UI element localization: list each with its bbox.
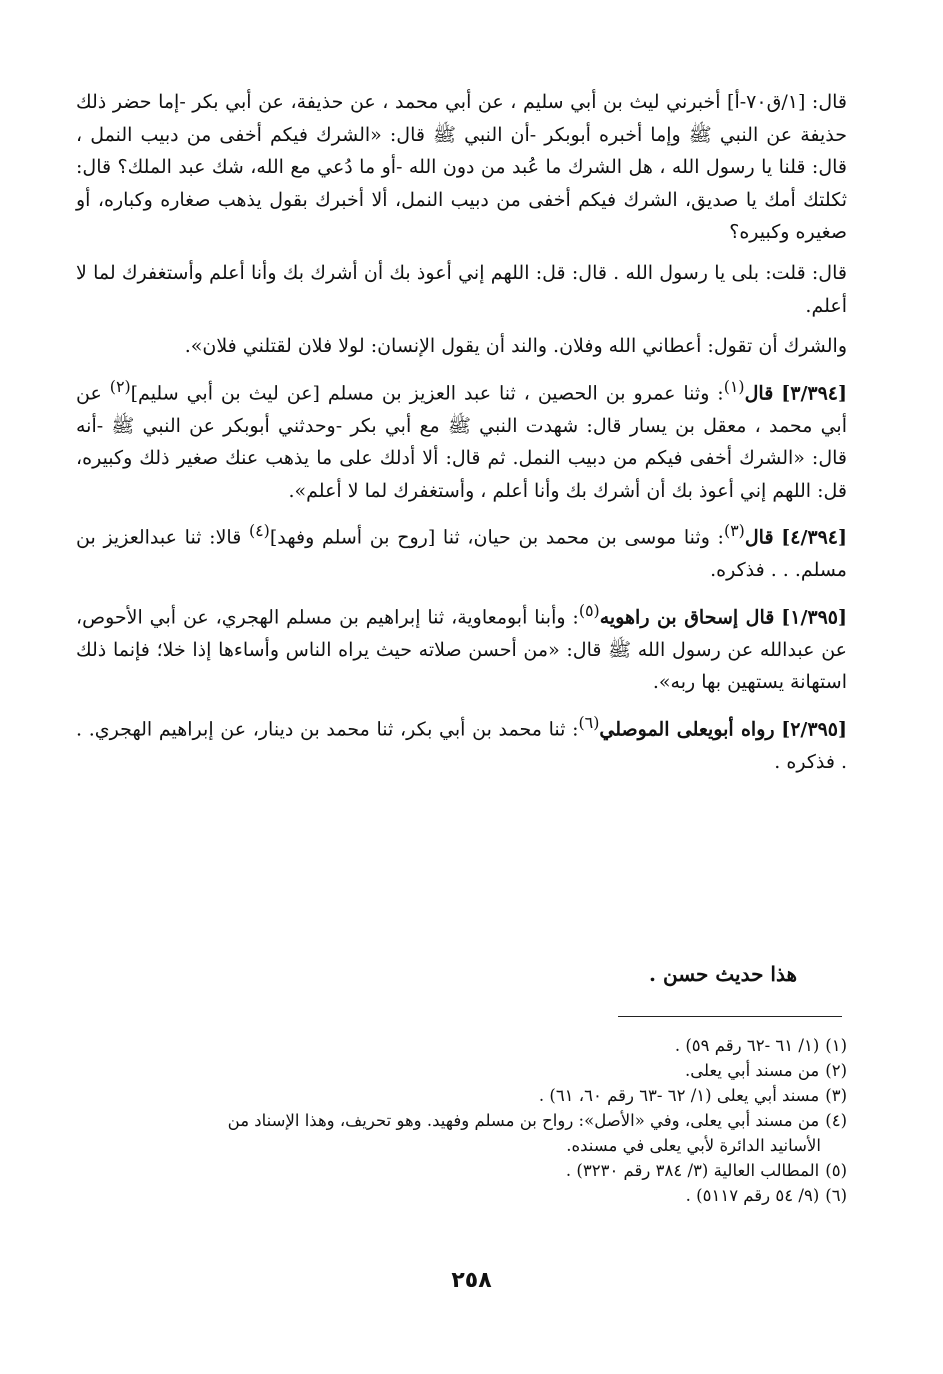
hadith-grade: هذا حديث حسن . xyxy=(649,962,797,986)
hadith-narrator: قال إسحاق بن راهويه xyxy=(599,606,775,629)
footnote xyxy=(76,1033,847,1058)
hadith-narrator: قال xyxy=(744,382,774,405)
hadith-text: : وثنا موسى بن محمد بن حيان، ثنا [روح بن أسلم وفهد] xyxy=(269,526,724,549)
footnote-number: (١) xyxy=(825,1036,847,1055)
hadith-text: : ثنا محمد بن أبي بكر، ثنا محمد بن دينار، عن إبراهيم الهجري. . . فذكره . xyxy=(76,718,847,773)
hadith-text: : وثنا عمرو بن الحصين ، ثنا عبد العزيز بن مسلم [عن ليث بن أبي سليم] xyxy=(130,382,724,405)
hadith-ref: [٣/٣٩٤] xyxy=(781,382,848,405)
footnote-marker: (٤) xyxy=(248,521,270,541)
footnote-marker: (٣) xyxy=(723,521,745,541)
footnote-text: من مسند أبي يعلى، وفي «الأصل»: رواح بن مسلم وفهيد. وهو تحريف، وهذا الإسناد من xyxy=(227,1111,820,1130)
footnote xyxy=(76,1058,847,1083)
hadith-entry xyxy=(76,707,847,779)
hadith-entry xyxy=(76,515,847,587)
footnote xyxy=(76,1083,847,1108)
footnote-number: (٢) xyxy=(825,1061,847,1080)
footnote-number: (٦) xyxy=(825,1186,847,1205)
footnote-text: مسند أبي يعلى (١/ ٦٢ -٦٣ رقم ٦٠، ٦١) . xyxy=(538,1086,820,1105)
footnote-text: المطالب العالية (٣/ ٣٨٤ رقم ٣٢٣٠) . xyxy=(565,1161,820,1180)
footnote-continuation: الأسانيد الدائرة لأبي يعلى في مسنده. xyxy=(566,1136,821,1155)
footnote-marker: (١) xyxy=(723,376,745,396)
footnote-number: (٥) xyxy=(825,1161,847,1180)
footnote-number: (٤) xyxy=(825,1111,847,1130)
footnote-text: من مسند أبي يعلى. xyxy=(684,1061,820,1080)
footnote-marker: (٢) xyxy=(109,376,131,396)
paragraph: قال: قلت: بلى يا رسول الله . قال: قل: اللهم إني أعوذ بك أن أشرك بك وأنا أعلم وأستغفرك لما لا أعلم. xyxy=(76,261,847,317)
footnote-text: (١/ ٦١ -٦٢ رقم ٥٩) . xyxy=(674,1036,820,1055)
paragraph: قال: [١/ق٧٠-أ] أخبرني ليث بن أبي سليم ، عن أبي محمد ، عن حذيفة، عن أبي بكر -إما حضر ذلك حذيفة عن النبي ﷺ وإما أخبره أبوبكر -أن النبي ﷺ قال: «الشرك فيكم أخفى من دبيب النمل ، قال: قلنا يا رسول الله ، هل الشرك ما عُبد من دون الله -أو ما دُعي مع الله، شك عبد الملك؟ قال: ثكلتك أمك يا صديق، الشرك فيكم أخفى من دبيب النمل، ألا أخبرك بقول يذهب صغاره وكباره، أو صغيره وكبيره؟ xyxy=(76,91,848,244)
footnote-marker: (٥) xyxy=(578,600,600,620)
hadith-text-cont: عن أبي محمد ، معقل بن يسار قال: شهدت النبي ﷺ مع أبي بكر -وحدثني أبوبكر عن النبي ﷺ -أنه قال: «الشرك أخفى فيكم من دبيب النمل. ثم قال: ألا أدلك على ما يذهب عنك صغير ذلك وكبيره، قل: اللهم إني أعوذ بك أن أشرك بك وأنا أعلم ، وأستغفرك لما لا أعلم». xyxy=(76,382,847,502)
footnote xyxy=(76,1158,847,1183)
footnote-marker: (٦) xyxy=(578,713,600,733)
hadith-text: : وأبنا أبومعاوية، ثنا إبراهيم بن مسلم الهجري، عن أبي الأحوص، عن عبدالله عن رسول الله ﷺ قال: «من أحسن صلاته حيث يراه الناس وأساءها إذا خلا؛ فإنما ذلك استهانة يستهين بها ربه». xyxy=(76,606,847,694)
footnote xyxy=(76,1108,847,1133)
footnote-divider xyxy=(618,1016,842,1017)
footnotes xyxy=(76,1033,847,1208)
hadith-text-cont: قالا: ثنا عبدالعزيز بن مسلم. . . فذكره. xyxy=(76,526,847,582)
hadith-ref: [١/٣٩٥] xyxy=(781,606,848,629)
footnote xyxy=(76,1183,847,1208)
page-number: ٢٥٨ xyxy=(451,1268,492,1293)
hadith-ref: [٢/٣٩٥] xyxy=(781,718,847,741)
footnote-number: (٣) xyxy=(825,1086,847,1105)
main-text xyxy=(76,86,847,787)
paragraph: والشرك أن تقول: أعطاني الله وفلان. والند أن يقول الإنسان: لولا فلان لقتلني فلان». xyxy=(184,335,847,358)
footnote-text: (٩/ ٥٤ رقم ٥١١٧) . xyxy=(685,1186,820,1205)
hadith-entry xyxy=(76,595,847,699)
hadith-narrator: قال xyxy=(744,526,774,549)
hadith-narrator: رواه أبويعلى الموصلي xyxy=(599,718,775,741)
hadith-entry xyxy=(76,371,847,508)
hadith-ref: [٤/٣٩٤] xyxy=(781,526,848,549)
